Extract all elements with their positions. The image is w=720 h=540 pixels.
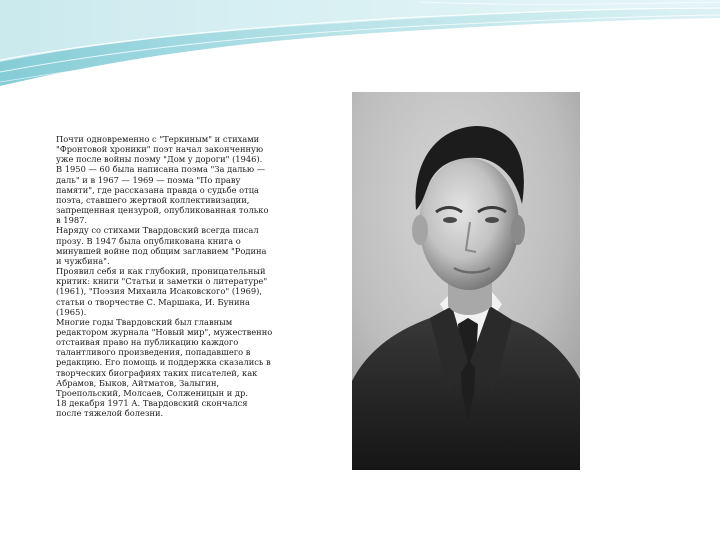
paragraph: Проявил себя и как глубокий, проницательный критик: книги "Статьи и заметки о литературе" (1961), "Поэзия Михаила Исаковского" (1969), статьи о творчестве С. Маршака, И. Бунина (1965). [56, 266, 268, 317]
paragraph: Наряду со стихами Твардовский всегда писал прозу. В 1947 была опубликована книга о минувшей войне под общим заглавием "Родина и чужбина". [56, 225, 267, 266]
paragraph: 18 декабря 1971 А. Твардовский скончался после тяжелой болезни. [56, 398, 248, 419]
paragraph: Многие годы Твардовский был главным редактором журнала "Новый мир", мужественно отстаивая право на публикацию каждого талантливого произведения, попадавшего в редакцию. Его помощь и поддержка сказались в творческих биографиях таких писателей, как Абрамов, Быков, Айтматов, Залыгин, Троепольский, Молсаев, Солженицын и др. [56, 316, 273, 398]
portrait-photo [352, 92, 580, 470]
biography-text [56, 134, 274, 418]
paragraph: Почти одновременно с "Теркиным" и стихами "Фронтовой хроники" поэт начал законченную уже после войны поэму "Дом у дороги" (1946). [56, 134, 264, 165]
paragraph: В 1950 — 60 была написана поэма "За далью — даль" и в 1967 — 1969 — поэма "По праву памяти", где рассказана правда о судьбе отца поэта, ставшего жертвой коллективизации, запрещенная цензурой, опубликованная только в 1987. [56, 164, 269, 226]
top-wave-decoration [0, 0, 720, 90]
